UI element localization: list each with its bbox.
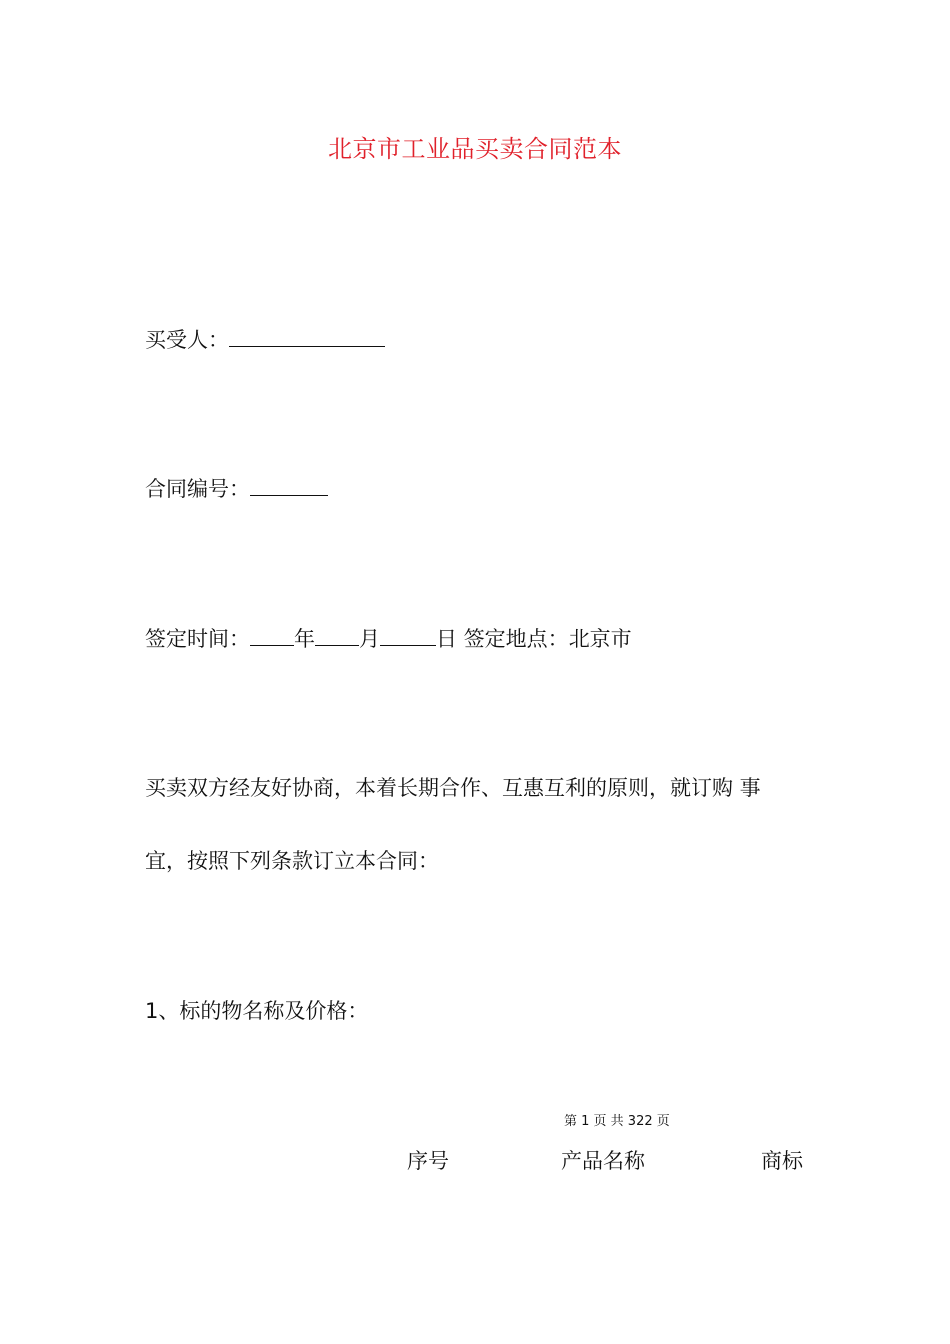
intro-line-2: 宜，按照下列条款订立本合同： [145,849,439,873]
buyer-label: 买受人： [145,328,229,352]
signing-line [145,624,632,654]
year-unit: 年 [294,627,315,651]
table-header-seq: 序号 [407,1149,449,1173]
year-blank [250,625,294,646]
month-blank [315,625,359,646]
page-footer: 第 1 页 共 322 页 [564,1114,670,1129]
table-header-brand: 商标 [761,1149,803,1173]
intro-line-1: 买卖双方经友好协商，本着长期合作、互惠互利的原则，就订购 事 [145,776,761,800]
table-header-product-name: 产品名称 [561,1149,645,1173]
place-label: 签定地点： [463,627,569,651]
date-label: 签定时间： [145,627,250,651]
buyer-line [145,325,385,355]
day-unit: 日 [436,627,464,651]
contract-number-label: 合同编号： [145,477,250,501]
buyer-blank [229,326,385,347]
contract-number-line [145,474,328,504]
document-title: 北京市工业品买卖合同范本 [328,135,622,163]
section-1-heading: 1、标的物名称及价格： [145,999,369,1023]
contract-number-blank [250,475,328,496]
place-value: 北京市 [568,627,632,651]
month-unit: 月 [359,627,380,651]
day-blank [380,625,436,646]
